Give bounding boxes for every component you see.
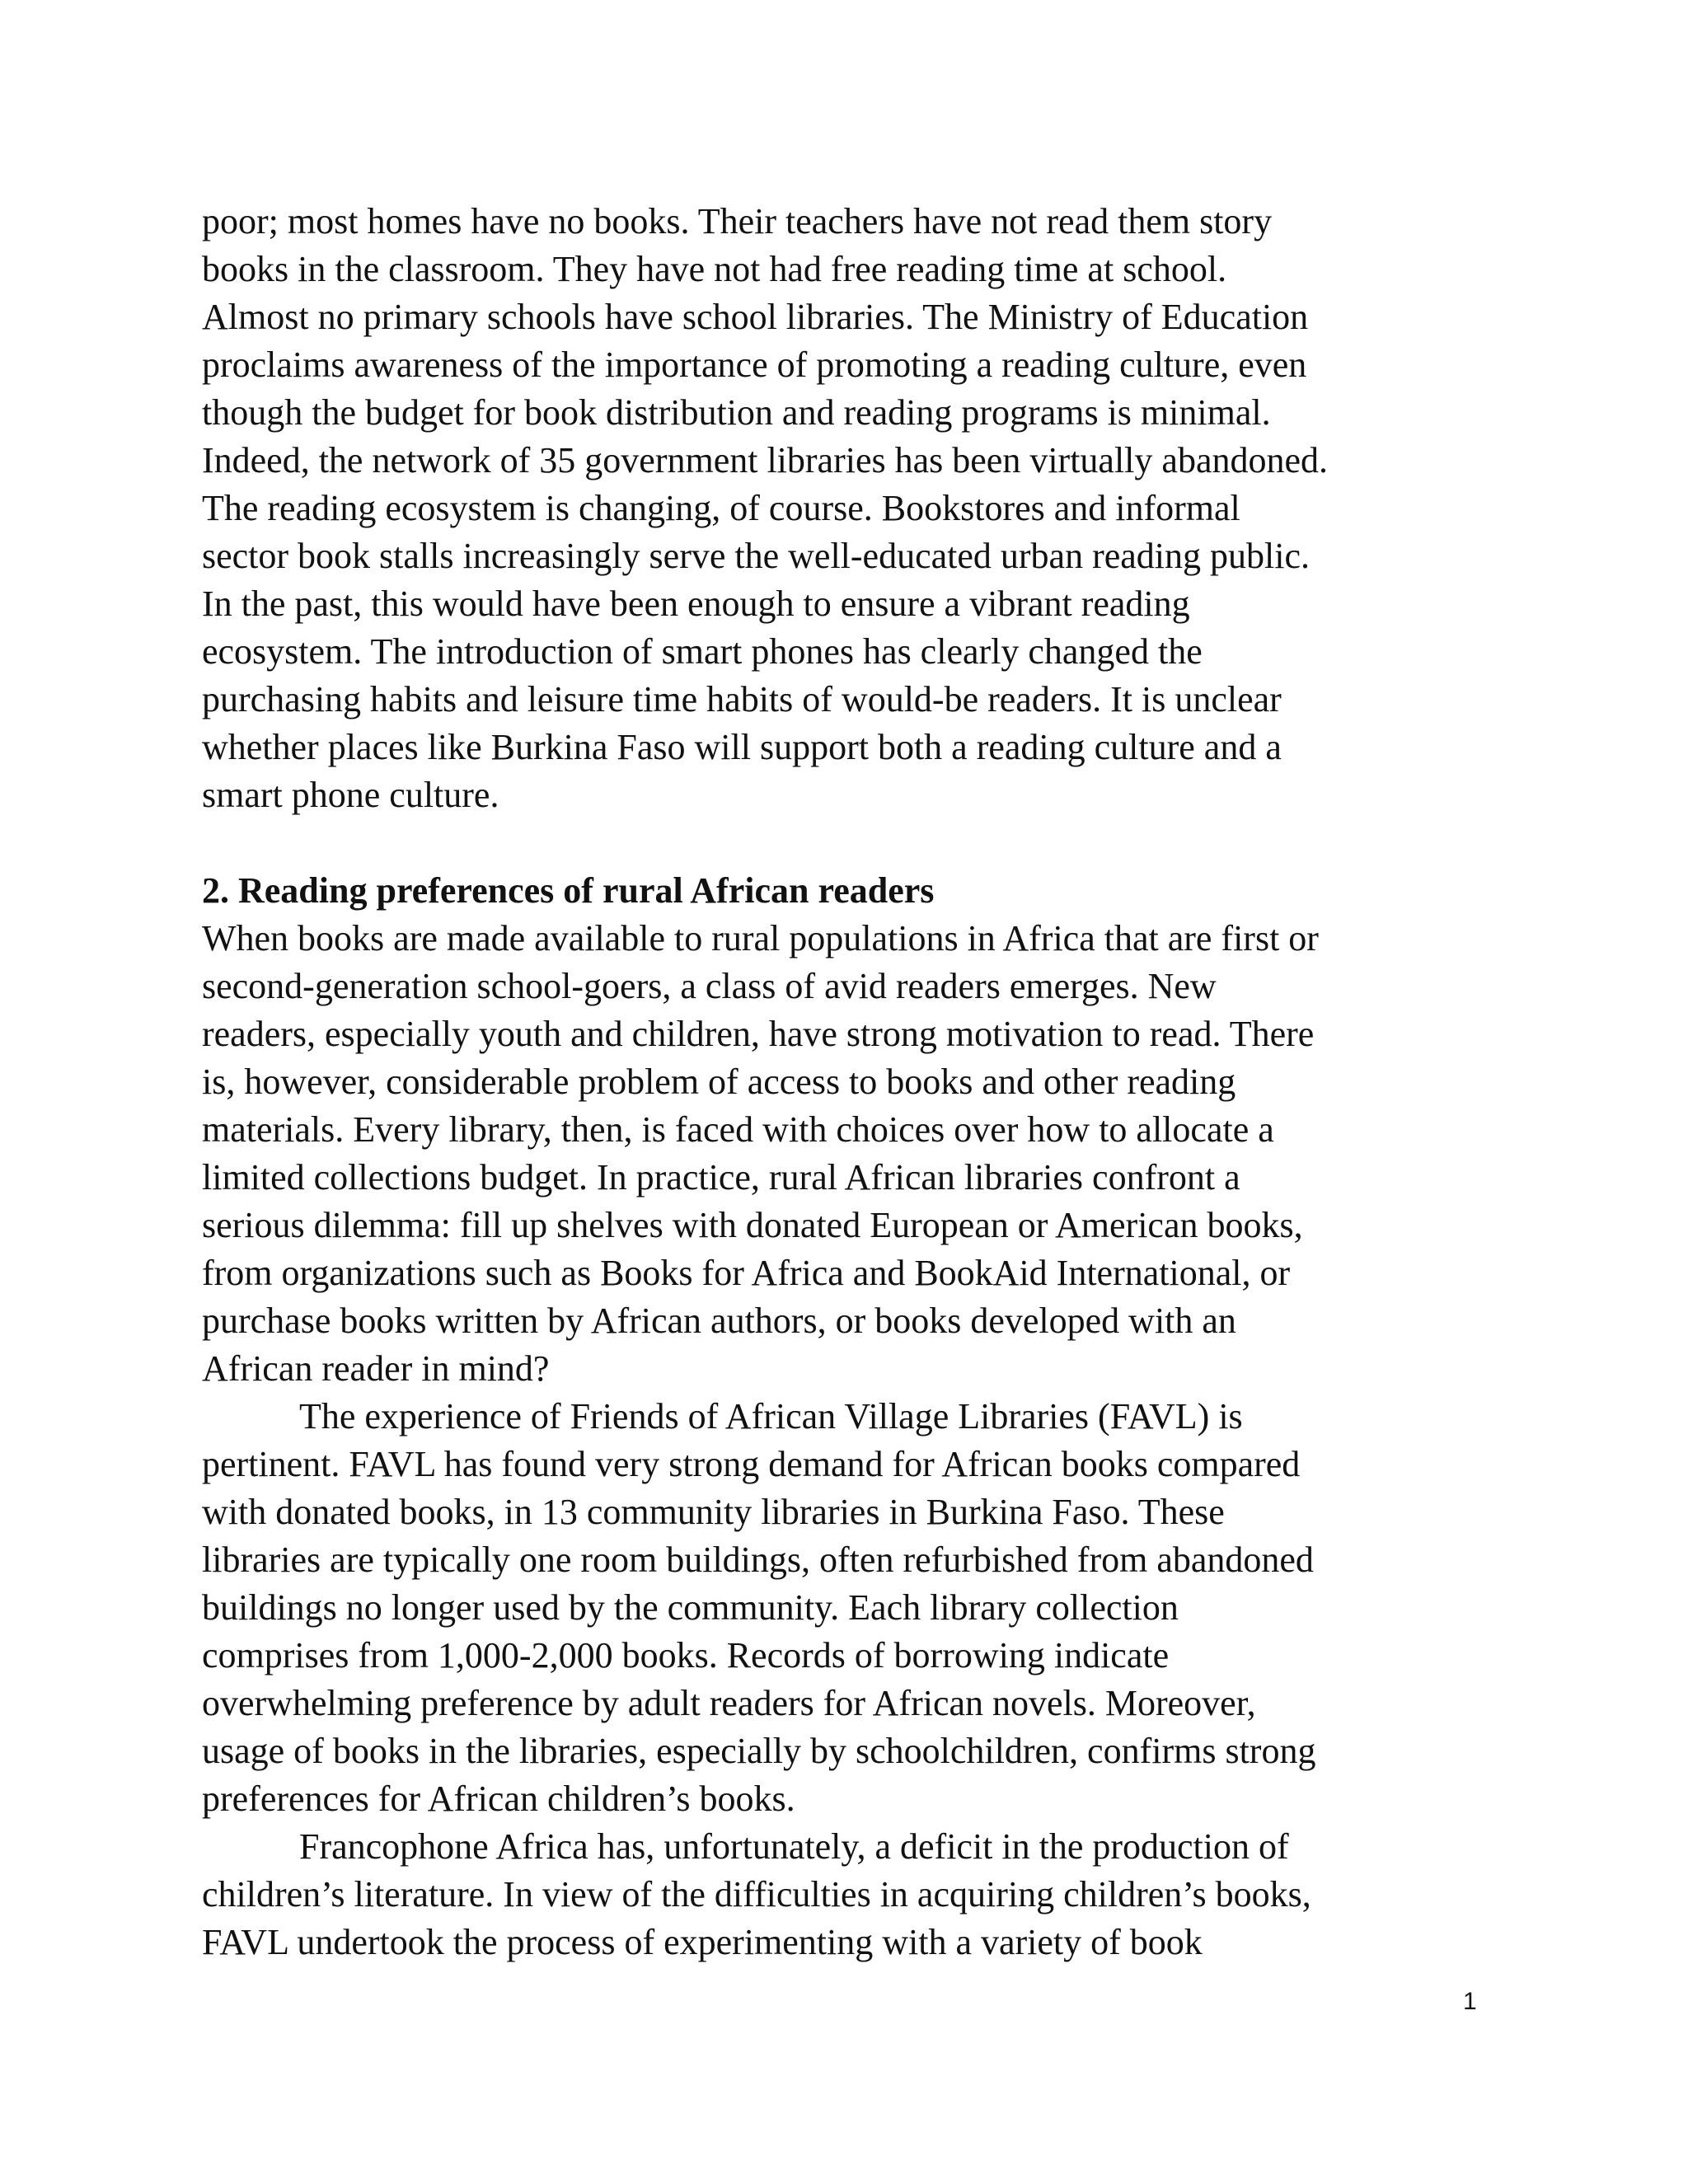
text-line: African reader in mind? <box>202 1348 550 1389</box>
text-line: FAVL undertook the process of experimenting with a variety of book <box>202 1922 1203 1962</box>
text-line: poor; most homes have no books. Their teachers have not read them story <box>202 201 1273 241</box>
text-line: purchase books written by African authors, or books developed with an <box>202 1301 1236 1341</box>
text-line: Indeed, the network of 35 government libraries has been virtually abandoned. <box>202 440 1328 480</box>
text-line: Almost no primary schools have school libraries. The Ministry of Education <box>202 297 1309 337</box>
intro-paragraph <box>202 198 1537 819</box>
text-line: whether places like Burkina Faso will support both a reading culture and a <box>202 727 1282 767</box>
text-line: books in the classroom. They have not had free reading time at school. <box>202 249 1227 289</box>
text-line: children’s literature. In view of the difficulties in acquiring children’s books, <box>202 1874 1311 1915</box>
text-line: from organizations such as Books for Africa and BookAid International, or <box>202 1253 1291 1293</box>
text-line: libraries are typically one room buildings, often refurbished from abandoned <box>202 1540 1314 1580</box>
text-line: usage of books in the libraries, especially by schoolchildren, confirms strong <box>202 1731 1316 1771</box>
text-line: materials. Every library, then, is faced with choices over how to allocate a <box>202 1109 1274 1150</box>
body-text <box>202 198 1537 1966</box>
text-line: The experience of Friends of African Village Libraries (FAVL) is <box>299 1396 1243 1436</box>
text-line: limited collections budget. In practice, rural African libraries confront a <box>202 1157 1240 1197</box>
text-line: pertinent. FAVL has found very strong demand for African books compared <box>202 1444 1301 1484</box>
text-line: though the budget for book distribution and reading programs is minimal. <box>202 392 1271 433</box>
text-line: preferences for African children’s books. <box>202 1779 795 1819</box>
text-line: sector book stalls increasingly serve the well-educated urban reading public. <box>202 536 1310 576</box>
paragraph-favl-experience <box>202 1393 1537 1823</box>
page-number: 1 <box>1463 1988 1477 2015</box>
text-line: with donated books, in 13 community libraries in Burkina Faso. These <box>202 1492 1225 1532</box>
paragraph-spacer <box>202 819 1537 867</box>
text-line: smart phone culture. <box>202 775 499 815</box>
text-line: When books are made available to rural populations in Africa that are first or <box>202 918 1319 958</box>
text-line: purchasing habits and leisure time habits of would-be readers. It is unclear <box>202 679 1282 719</box>
text-line: Francophone Africa has, unfortunately, a deficit in the production of <box>299 1826 1289 1867</box>
text-line: The reading ecosystem is changing, of course. Bookstores and informal <box>202 488 1240 528</box>
paragraph-reading-preferences <box>202 915 1537 1393</box>
text-line: buildings no longer used by the community. Each library collection <box>202 1587 1179 1628</box>
paragraph-francophone <box>202 1823 1537 1966</box>
text-line: is, however, considerable problem of access to books and other reading <box>202 1062 1236 1102</box>
text-line: ecosystem. The introduction of smart phones has clearly changed the <box>202 631 1203 672</box>
text-line: proclaims awareness of the importance of promoting a reading culture, even <box>202 344 1307 385</box>
text-line: overwhelming preference by adult readers for African novels. Moreover, <box>202 1683 1256 1723</box>
text-line: readers, especially youth and children, have strong motivation to read. There <box>202 1014 1315 1054</box>
text-line: comprises from 1,000-2,000 books. Records of borrowing indicate <box>202 1635 1170 1675</box>
section-heading: 2. Reading preferences of rural African readers <box>202 870 935 911</box>
text-line: serious dilemma: fill up shelves with donated European or American books, <box>202 1205 1303 1245</box>
text-line: second-generation school-goers, a class of avid readers emerges. New <box>202 966 1217 1006</box>
text-line: In the past, this would have been enough to ensure a vibrant reading <box>202 583 1190 624</box>
